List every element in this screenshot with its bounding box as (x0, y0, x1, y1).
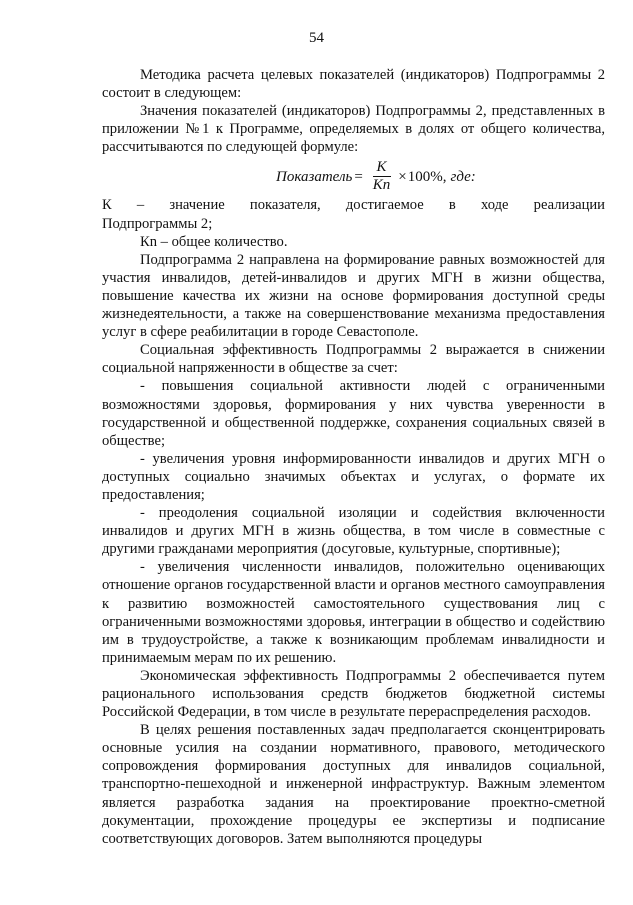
formula-lhs: Показатель (276, 168, 353, 185)
formula-times: × (398, 168, 407, 185)
k-word-6: реализации (533, 197, 605, 214)
page-number: 54 (309, 30, 324, 46)
paragraph-kn-definition: Кn – общее количество. (140, 233, 288, 250)
paragraph-methodology-intro: Методика расчета целевых показателей (индикаторов) Подпрограммы 2 состоит в следующем: (102, 67, 605, 102)
list-item-isolation: - преодоления социальной изоляции и содействия включенности инвалидов и других МГН в жизнь общества, в том числе в совместные с другими гражданами мероприятия (досуговые, культурные, спортивные); (102, 505, 605, 558)
formula-numerator: К (373, 160, 391, 177)
paragraph-subprogram-goal: Подпрограмма 2 направлена на формирование равных возможностей для участия инвалидов, детей-инвалидов и других МГН в жизни общества, повышение качества их жизни на основе формирования доступной среды жизнедеятельности, а также на совершенствование механизма предоставления услуг в сфере реабилитации в городе Севастополе. (102, 251, 605, 341)
k-word-4: в (448, 197, 456, 214)
paragraph-economic-efficiency: Экономическая эффективность Подпрограммы 2 обеспечивается путем рационального использования средств бюджетов бюджетной системы Российской Федерации, в том числе в результате перераспределения расходов. (102, 667, 605, 721)
paragraph-k-definition-cont: Подпрограммы 2; (102, 215, 213, 232)
k-word-3: достигаемое (345, 197, 424, 214)
formula-equals: = (354, 168, 363, 185)
list-item-awareness: - увеличения уровня информированности инвалидов и других МГН о доступных социально значимых объектах и услугах, о формате их предоставления; (102, 450, 605, 503)
k-symbol: К (102, 197, 112, 214)
k-word-2: показателя, (249, 197, 321, 214)
k-dash: – (136, 197, 145, 214)
k-word-5: ходе (480, 197, 509, 214)
paragraph-goals-tasks: В целях решения поставленных задач предполагается сконцентрировать основные усилия на создании нормативного, правового, методического сопровождения формирования доступных для инвалидов социальной, транспортно-пешеходной и инженерной инфраструктур. Важным элементом является разработка задания на проектирование проектно-сметной документации, прохождение процедуры ее экспертизы и подписание соответствующих договоров. Затем выполняются процедуры (102, 722, 605, 847)
formula-fraction (369, 160, 394, 193)
formula-tail: где: (450, 168, 476, 185)
paragraph-indicator-values: Значения показателей (индикаторов) Подпрограммы 2, представленных в приложении №1 к Программе, определяемых в долях от общего количества, рассчитываются по следующей формуле: (102, 103, 605, 156)
k-word-1: значение (169, 197, 225, 214)
list-item-social-activity: - повышения социальной активности людей с ограниченными возможностями здоровья, формирования у них чувства уверенности в государственной и общественной поддержке, сохранения социальных связей в обществе; (102, 378, 605, 449)
list-item-positive-assessment: - увеличения численности инвалидов, положительно оценивающих отношение органов государственной власти и органов местного самоуправления к развитию возможностей самостоятельного существования лиц с ограниченными возможностями здоровья, интеграции в общество и содействию им в трудоустройстве, а также к возникающим проблемам инвалидности и принимаемым мерам по их решению. (102, 559, 605, 666)
formula-denominator: Кn (372, 177, 391, 194)
formula (276, 160, 476, 193)
formula-percent: 100%, (407, 168, 447, 185)
paragraph-social-efficiency: Социальная эффективность Подпрограммы 2 выражается в снижении социальной напряженности в обществе за счет: (102, 342, 605, 377)
document-body (102, 66, 605, 848)
paragraph-k-definition-line (102, 196, 605, 214)
formula-block (102, 158, 605, 194)
